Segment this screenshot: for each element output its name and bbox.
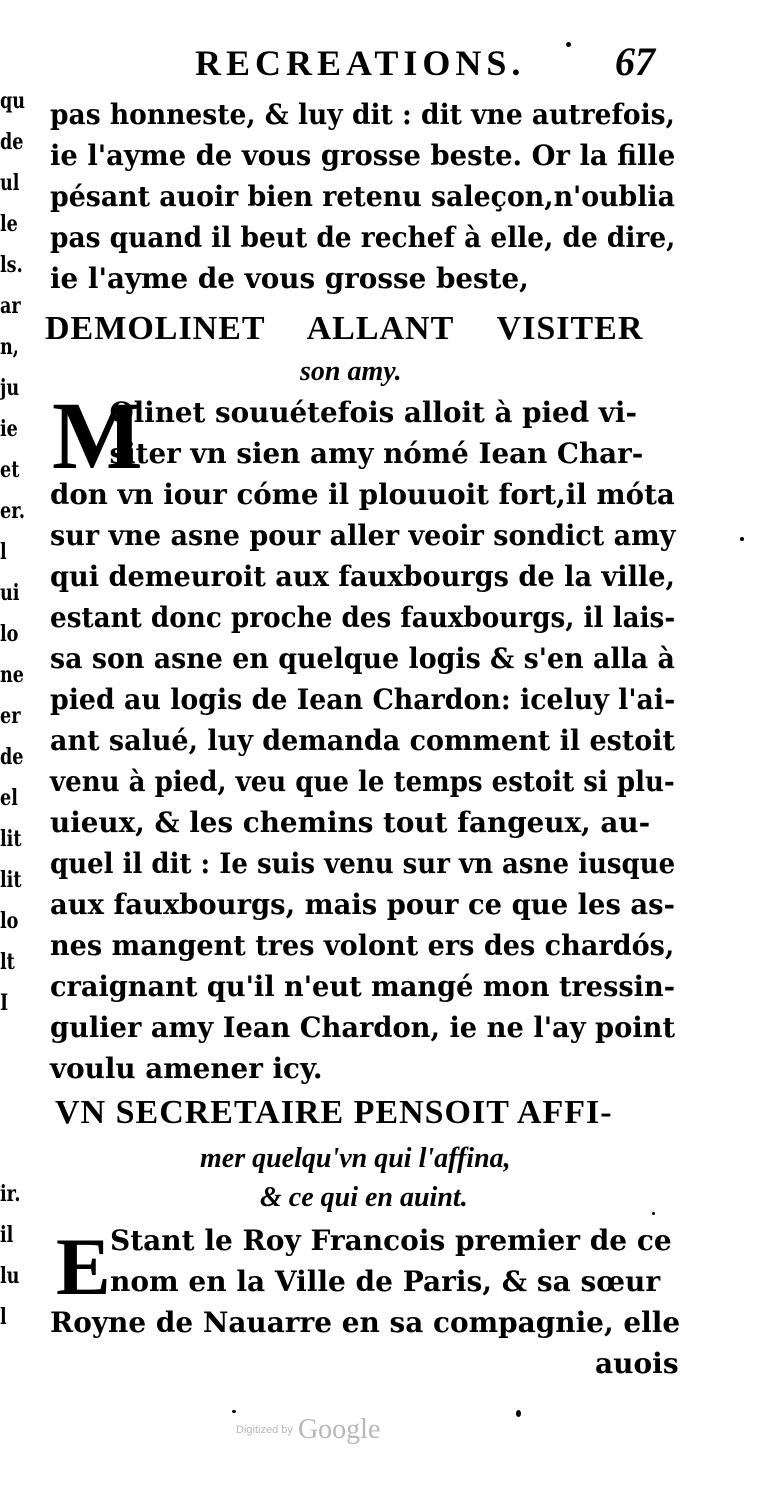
story2-text: [50, 392, 680, 1089]
story2-title: DEMOLINET ALLANT VISITER: [45, 310, 644, 347]
text-line: auois: [595, 1347, 679, 1380]
story3-subtitle-2: & ce qui en auint.: [260, 1182, 468, 1213]
running-head: RECREATIONS.: [195, 43, 526, 83]
watermark-prefix: Digitized by: [236, 1424, 293, 1436]
story2-dropcap: M: [52, 382, 143, 489]
text-line: quel il dit : Ie suis venu sur vn asne iusque: [50, 847, 676, 880]
text-line: uieux, & les chemins tout fangeux, au-: [50, 806, 651, 839]
digitized-watermark: [236, 1414, 380, 1446]
text-line: don vn iour cóme il plouuoit fort,il móta: [50, 478, 675, 511]
gutter-fragment: ul: [0, 170, 20, 196]
text-line: aux fauxbourgs, mais pour ce que les as-: [50, 888, 675, 921]
gutter-fragment: l: [0, 1304, 7, 1330]
gutter-fragment: le: [0, 211, 18, 237]
text-line: qui demeuroit aux fauxbourgs de la ville,: [50, 560, 675, 593]
text-line: pied au logis de Iean Chardon: iceluy l'ai-: [50, 683, 676, 716]
gutter-fragment: lo: [0, 908, 19, 934]
story1-text: [50, 94, 680, 299]
gutter-fragment: l: [0, 539, 7, 565]
text-line: Stant le Roy Francois premier de ce: [110, 1224, 672, 1257]
story3-dropcap: E: [56, 1221, 111, 1312]
text-line: ant salué, luy demanda comment il estoit: [50, 724, 676, 757]
text-line: estant donc proche des fauxbourgs, il lais-: [50, 601, 676, 634]
gutter-fragment: lit: [0, 867, 22, 893]
gutter-fragment: el: [0, 785, 18, 811]
text-line: nom en la Ville de Paris, & sa sœur: [110, 1265, 661, 1298]
text-line: pésant auoir bien retenu saleçon,n'oublia: [50, 180, 675, 213]
gutter-fragment: ls.: [0, 252, 23, 278]
text-line: Royne de Nauarre en sa compagnie, elle: [50, 1306, 681, 1339]
ink-speck: [232, 1410, 236, 1413]
google-logo: Google: [297, 1414, 381, 1445]
story2-subtitle: son amy.: [300, 356, 402, 387]
gutter-fragment: er.: [0, 498, 25, 524]
gutter-fragment: lit: [0, 826, 22, 852]
gutter-fragment: et: [0, 457, 20, 483]
story3-text: [50, 1220, 680, 1384]
text-line: voulu amener icy.: [50, 1052, 323, 1085]
gutter-fragment: lo: [0, 621, 19, 647]
gutter-fragment: ui: [0, 580, 20, 606]
text-line: craignant qu'il n'eut mangé mon tressin-: [50, 970, 675, 1003]
text-line: venu à pied, veu que le temps estoit si plu-: [50, 765, 675, 798]
story3-subtitle: mer quelqu'vn qui l'affina,: [200, 1143, 511, 1174]
ink-speck: [566, 42, 571, 47]
page-number: 67: [615, 39, 655, 84]
gutter-fragment: ne: [0, 662, 24, 688]
gutter-fragment: lt: [0, 949, 15, 975]
gutter-fragment: lu: [0, 1263, 20, 1289]
text-line: Olinet souuétefois alloit à pied vi-: [109, 396, 637, 429]
text-line: ie l'ayme de vous grosse beste,: [50, 262, 529, 295]
gutter-fragment: ir.: [0, 1181, 21, 1207]
text-line: pas honneste, & luy dit : dit vne autrefois,: [50, 98, 675, 131]
text-line: sur vne asne pour aller veoir sondict amy: [50, 519, 676, 552]
gutter-fragment: n,: [0, 334, 19, 360]
gutter-fragment: de: [0, 129, 24, 155]
gutter-fragment: ie: [0, 416, 18, 442]
ink-speck: [516, 1410, 521, 1417]
ink-speck: [740, 537, 744, 541]
ink-speck: [652, 1212, 655, 1215]
gutter-fragment: I: [0, 990, 9, 1016]
gutter-fragment: er: [0, 703, 21, 729]
gutter-fragment: de: [0, 744, 24, 770]
story3-title: VN SECRETAIRE PENSOIT AFFI-: [55, 1094, 613, 1131]
text-line: ie l'ayme de vous grosse beste. Or la fille: [50, 139, 676, 172]
gutter-fragment: ju: [0, 375, 20, 401]
gutter-fragment: il: [0, 1222, 14, 1248]
text-line: siter vn sien amy nómé Iean Char-: [109, 437, 644, 470]
text-line: nes mangent tres volont ers des chardós,: [50, 929, 675, 962]
text-line: sa son asne en quelque logis & s'en alla à: [50, 642, 675, 675]
text-line: gulier amy Iean Chardon, ie ne l'ay point: [50, 1011, 676, 1044]
text-line: pas quand il beut de rechef à elle, de dire,: [50, 221, 676, 254]
gutter-fragment: ar: [0, 293, 21, 319]
gutter-fragment: qu: [0, 88, 26, 114]
